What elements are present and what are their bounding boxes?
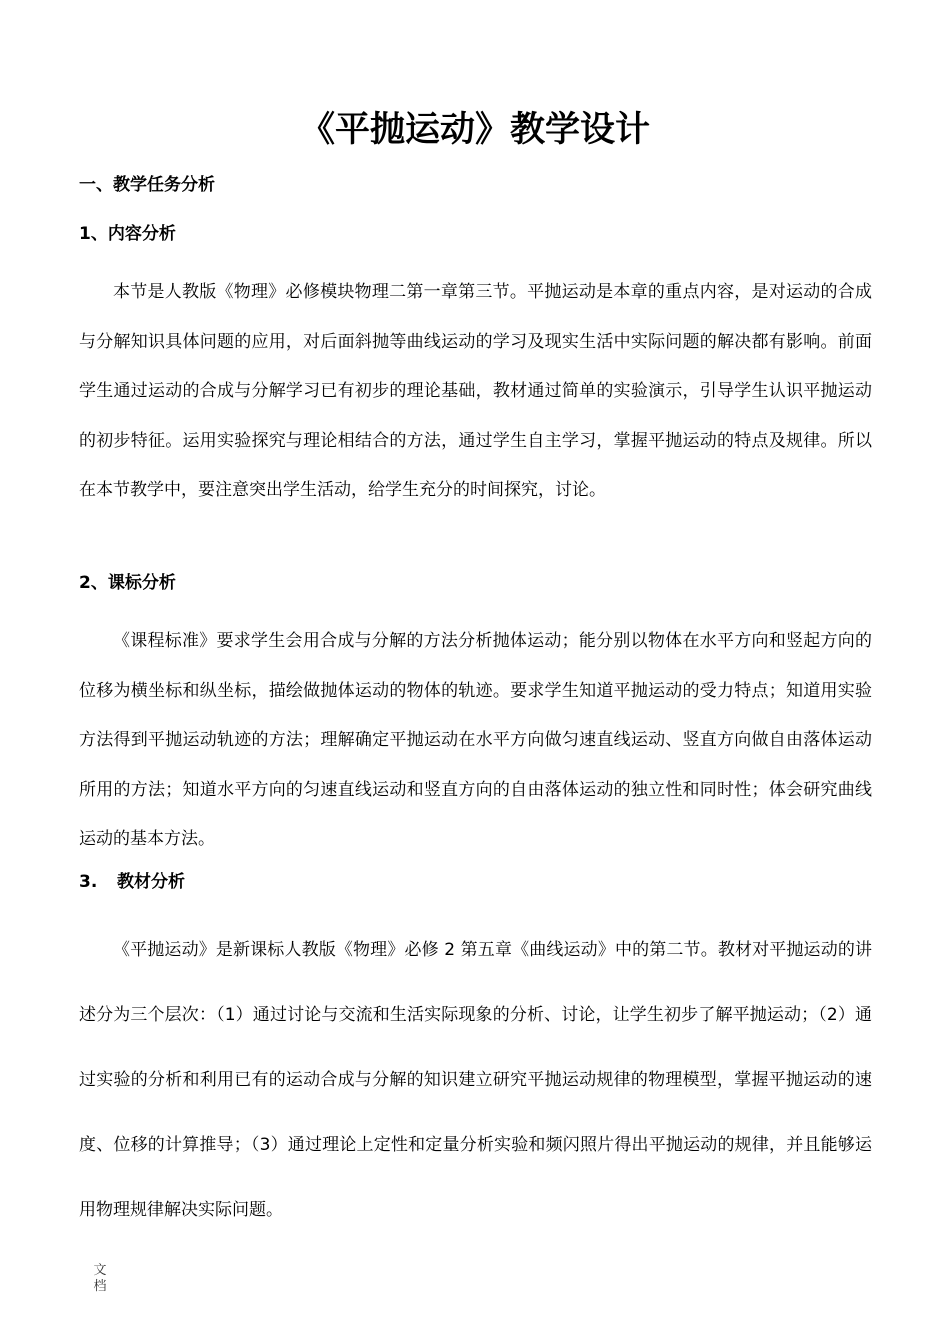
page-footer-mark [92,1263,108,1295]
subsection-heading-label: 教材分析 [117,872,185,892]
subsection-heading-standard-analysis: 2、课标分析 [79,573,176,593]
document-title: 《平抛运动》教学设计 [299,110,650,150]
subsection-number: 3. [79,872,98,892]
subsection-heading-textbook-analysis [79,868,185,896]
subsection-heading-content-analysis: 1、内容分析 [79,224,176,244]
paragraph-textbook-analysis: 《平抛运动》是新课标人教版《物理》必修 2 第五章《曲线运动》中的第二节。教材对平抛运动的讲述分为三个层次：（1）通过讨论与交流和生活实际现象的分析、讨论，让学生初步了解平抛运动；（2）通过实验的分析和利用已有的运动合成与分解的知识建立研究平抛运动规律的物理模型，掌握平抛运动的速度、位移的计算推导；（3）通过理论上定性和定量分析实验和频闪照片得出平抛运动的规律，并且能够运用物理规律解决实际问题。 [79,940,872,1220]
footer-char-1: 文 [93,1263,107,1278]
paragraph-standard-analysis: 《课程标准》要求学生会用合成与分解的方法分析抛体运动；能分别以物体在水平方向和竖起方向的位移为横坐标和纵坐标，描绘做抛体运动的物体的轨迹。要求学生知道平抛运动的受力特点；知道用实验方法得到平抛运动轨迹的方法；理解确定平抛运动在水平方向做匀速直线运动、竖直方向做自由落体运动所用的方法；知道水平方向的匀速直线运动和竖直方向的自由落体运动的独立性和同时性；体会研究曲线运动的基本方法。 [79,631,872,849]
paragraph-content-analysis: 本节是人教版《物理》必修模块物理二第一章第三节。平抛运动是本章的重点内容，是对运动的合成与分解知识具体问题的应用，对后面斜抛等曲线运动的学习及现实生活中实际问题的解决都有影响。前面学生通过运动的合成与分解学习已有初步的理论基础，教材通过简单的实验演示，引导学生认识平抛运动的初步特征。运用实验探究与理论相结合的方法，通过学生自主学习，掌握平抛运动的特点及规律。所以在本节教学中，要注意突出学生活动，给学生充分的时间探究，讨论。 [79,282,872,500]
footer-char-2: 档 [93,1279,107,1294]
section-heading-task-analysis: 一、教学任务分析 [79,175,215,195]
